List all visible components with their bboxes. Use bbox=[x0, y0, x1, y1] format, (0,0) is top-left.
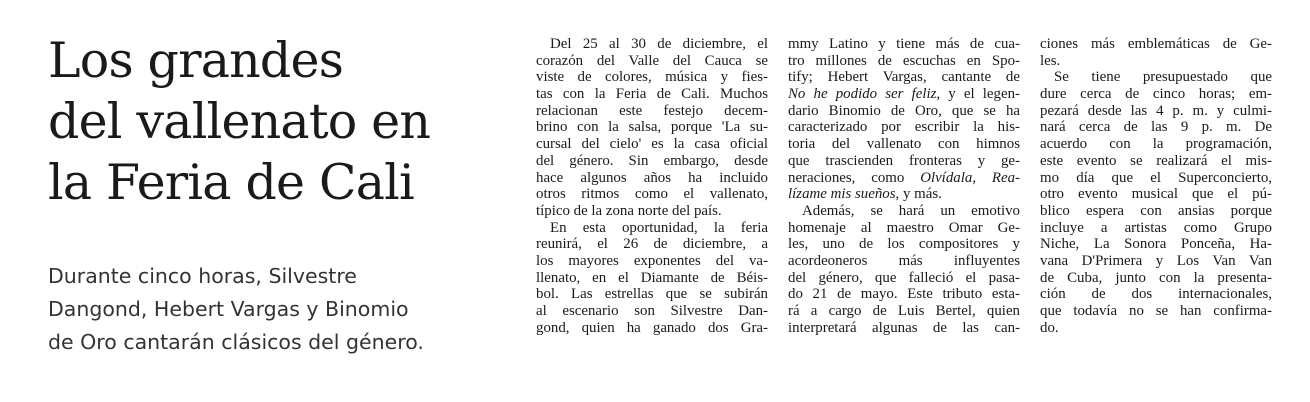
body-text-fragment: neraciones, como bbox=[788, 169, 921, 186]
body-text-line: relacionan este festejo decem- bbox=[536, 102, 768, 119]
body-text-line: llenato, en el Diamante de Béis- bbox=[536, 269, 768, 286]
body-text-line: los mayores exponentes del va- bbox=[536, 252, 768, 269]
body-text-fragment: , bbox=[972, 169, 992, 186]
deck-line: Durante cinco horas, Silvestre bbox=[48, 264, 357, 288]
body-text-line: del género, que falleció el pasa- bbox=[788, 269, 1020, 286]
body-text-line: acordeoneros más influyentes bbox=[788, 252, 1020, 269]
italic-title-text: lízame mis sueños bbox=[788, 186, 896, 203]
body-text-line: típico de la zona norte del país. bbox=[536, 202, 722, 219]
body-text-line: brino con la salsa, porque 'La su- bbox=[536, 119, 768, 136]
body-text-line bbox=[788, 186, 1020, 203]
body-text-line: toria del vallenato con himnos bbox=[788, 136, 1020, 153]
article-column-1 bbox=[536, 36, 768, 336]
body-text-line: otros ritmos como el vallenato, bbox=[536, 186, 768, 203]
body-text-line: En esta oportunidad, la feria bbox=[550, 219, 768, 236]
body-text-line: reunirá, el 26 de diciembre, a bbox=[536, 236, 768, 253]
article-column-2 bbox=[788, 36, 1020, 336]
body-text-line: otro evento musical que el pú- bbox=[1040, 186, 1272, 203]
body-text-line: do 21 de mayo. Este tributo esta- bbox=[788, 286, 1020, 303]
body-text-line: Del 25 al 30 de diciembre, el bbox=[550, 36, 768, 52]
body-text-line: ción de dos internacionales, bbox=[1040, 286, 1272, 303]
body-text-fragment: , y el legen- bbox=[936, 86, 1020, 103]
body-text-line: pezará desde las 4 p. m. y culmi- bbox=[1040, 102, 1272, 119]
body-text-line: al escenario son Silvestre Dan- bbox=[536, 303, 768, 319]
body-text-line: del género. Sin embargo, desde bbox=[536, 152, 768, 169]
body-text-line: dario Binomio de Oro, que se ha bbox=[788, 102, 1020, 119]
body-text-line: cursal del cielo' es la casa oficial bbox=[536, 136, 768, 153]
body-text-line: dure cerca de cinco horas; em- bbox=[1040, 86, 1272, 103]
body-text-line: que trascienden fronteras y ge- bbox=[788, 152, 1020, 169]
italic-title-text: Olvídala bbox=[920, 169, 973, 186]
body-text-line: viste de colores, música y fies- bbox=[536, 69, 768, 86]
body-text-line: tas con la Feria de Cali. Muchos bbox=[536, 86, 768, 103]
body-text-line: do. bbox=[1040, 319, 1059, 336]
body-text-line: Además, se hará un emotivo bbox=[802, 202, 1020, 219]
article-column-3 bbox=[1040, 36, 1272, 336]
body-text-line: corazón del Valle del Cauca se bbox=[536, 52, 768, 69]
body-text-line: mo día que el Superconcierto, bbox=[1040, 169, 1272, 186]
body-text-line: vana D'Primera y Los Van Van bbox=[1040, 252, 1272, 269]
body-text-line: caracterizado por escribir la his- bbox=[788, 119, 1020, 136]
body-text-line: homenaje al maestro Omar Ge- bbox=[788, 219, 1020, 236]
body-text-line: hace algunos años ha incluido bbox=[536, 169, 768, 186]
body-text-fragment: , y más. bbox=[895, 186, 942, 203]
body-text-line: ciones más emblemáticas de Ge- bbox=[1040, 36, 1272, 52]
body-text-line: nará cerca de las 9 p. m. De bbox=[1040, 119, 1272, 136]
deck-line: de Oro cantarán clásicos del género. bbox=[48, 330, 424, 354]
body-text-line: tro millones de escuchas en Spo- bbox=[788, 52, 1020, 69]
headline-line: la Feria de Cali bbox=[48, 154, 414, 211]
body-text-line: les, uno de los compositores y bbox=[788, 236, 1020, 253]
italic-title-text: Rea- bbox=[991, 169, 1020, 186]
headline-line: del vallenato en bbox=[48, 93, 431, 150]
italic-title-text: No he podido ser feliz bbox=[788, 86, 937, 103]
body-text-line: de Cuba, junto con la presenta- bbox=[1040, 269, 1272, 286]
body-text-line: mmy Latino y tiene más de cua- bbox=[788, 36, 1020, 52]
headline-line: Los grandes bbox=[48, 32, 344, 89]
body-text-line: les. bbox=[1040, 52, 1061, 69]
body-text-line: incluye a artistas como Grupo bbox=[1040, 219, 1272, 236]
body-text-line bbox=[788, 170, 1020, 187]
body-text-line: este evento se realizará el mis- bbox=[1040, 152, 1272, 169]
body-text-line: rá a cargo de Luis Bertel, quien bbox=[788, 303, 1020, 319]
body-text-line: bol. Las estrellas que se subirán bbox=[536, 286, 768, 303]
body-text-line: acuerdo con la programación, bbox=[1040, 136, 1272, 153]
body-text-line: que todavía no se han confirma- bbox=[1040, 303, 1272, 319]
headline bbox=[48, 30, 528, 213]
body-text-line: gond, quien ha ganado dos Gra- bbox=[536, 319, 768, 336]
deck-line: Dangond, Hebert Vargas y Binomio bbox=[48, 297, 409, 321]
body-text-line bbox=[788, 86, 1020, 103]
body-text-line: interpretará algunas de las can- bbox=[788, 319, 1020, 336]
body-text-line: tify; Hebert Vargas, cantante de bbox=[788, 69, 1020, 86]
body-text-line: Se tiene presupuestado que bbox=[1054, 69, 1272, 86]
body-text-line: blico espera con ansias porque bbox=[1040, 202, 1272, 219]
deck-subheadline bbox=[48, 260, 528, 359]
body-text-line: Niche, La Sonora Ponceña, Ha- bbox=[1040, 236, 1272, 253]
